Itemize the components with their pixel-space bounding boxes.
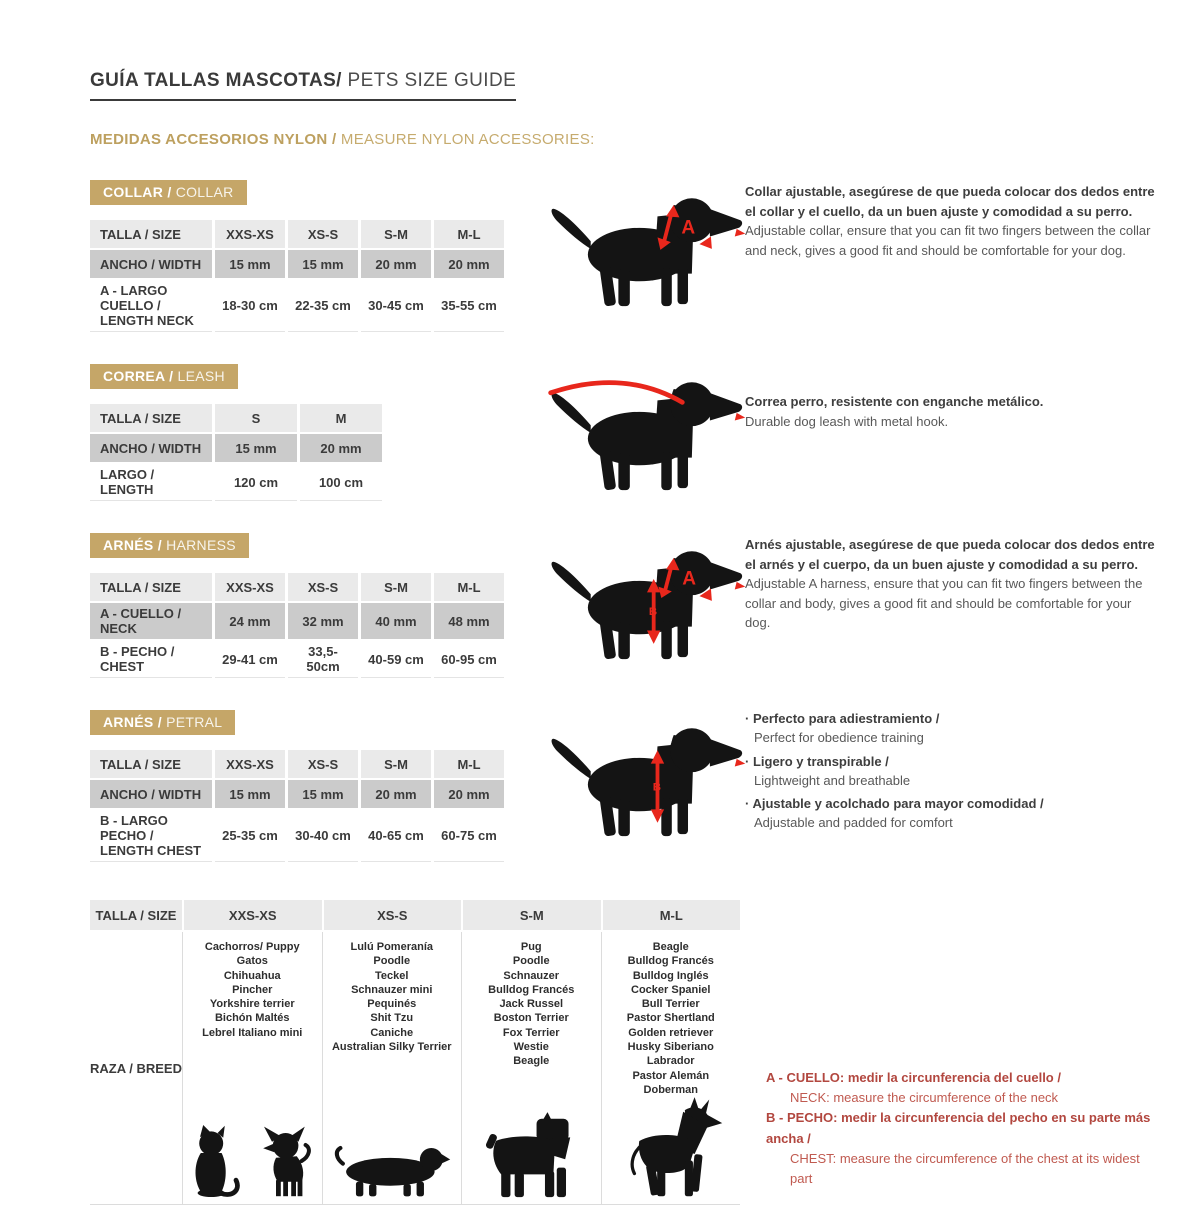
breed-name: Poodle — [373, 955, 411, 968]
breed-list — [488, 940, 574, 1069]
svg-text:A: A — [681, 217, 696, 239]
size-value-cell: 48 mm — [434, 603, 504, 639]
feature-item — [745, 753, 1160, 791]
breed-name: Lebrel Italiano mini — [202, 1026, 303, 1039]
size-value-cell: 40-59 cm — [361, 641, 431, 678]
leash-description-es: Correa perro, resistente con enganche metálico. — [745, 394, 1044, 409]
breed-table-header — [90, 900, 740, 930]
svg-text:B: B — [652, 781, 661, 794]
size-value-cell: XS-S — [288, 573, 358, 601]
feature-es: · Ligero y transpirable / — [745, 753, 1160, 772]
collar-description — [745, 180, 1160, 260]
breed-name: Bulldog Inglés — [632, 969, 709, 982]
leash-dog-illustration — [510, 364, 745, 497]
badge-es: CORREA / — [103, 368, 174, 384]
harness-section-badge — [90, 533, 249, 558]
size-value-cell: 15 mm — [215, 780, 285, 808]
section-petral — [90, 710, 1160, 862]
size-value-cell: XS-S — [288, 750, 358, 778]
breed-row-label: RAZA / BREED — [90, 1060, 182, 1076]
size-label-cell: ANCHO / WIDTH — [90, 434, 212, 462]
feature-es: · Ajustable y acolchado para mayor comodidad / — [745, 795, 1160, 814]
feature-en: Adjustable and padded for comfort — [754, 815, 953, 831]
size-value-cell: 22-35 cm — [288, 280, 358, 332]
breed-list — [332, 940, 452, 1054]
badge-en: LEASH — [173, 368, 225, 384]
size-table-row — [90, 573, 504, 601]
breed-name: Beagle — [513, 1055, 550, 1068]
note-b-pecho: B - PECHO: medir la circunferencia del pecho en su parte más ancha / — [766, 1110, 1151, 1146]
breed-name: Shit Tzu — [370, 1012, 414, 1025]
size-value-cell: M-L — [434, 220, 504, 248]
size-value-cell: 20 mm — [361, 780, 431, 808]
harness-description-en: Adjustable A harness, ensure that you can fit two fingers between the collar and body, gives a good fit and should be comfortable for your dog. — [745, 576, 1143, 630]
page-title-es: GUÍA TALLAS MASCOTAS/ — [90, 70, 342, 91]
collar-description-en: Adjustable collar, ensure that you can fit two fingers between the collar and neck, gives a good fit and should be comfortable for your dog. — [745, 223, 1151, 258]
note-a-cuello: A - CUELLO: medir la circunferencia del cuello / — [766, 1070, 1061, 1086]
page-subtitle-es: MEDIDAS ACCESORIOS NYLON / — [90, 131, 337, 148]
size-label-cell: TALLA / SIZE — [90, 404, 212, 432]
silhouettes-xxs-xs — [188, 1124, 316, 1200]
breed-name: Bichón Maltés — [214, 1012, 290, 1025]
doberman-silhouette-icon — [610, 1097, 732, 1198]
size-value-cell: 33,5-50cm — [288, 641, 358, 678]
size-table-row — [90, 434, 382, 462]
feature-item — [745, 710, 1160, 748]
silhouettes-xs-s — [333, 1139, 451, 1200]
collar-dog-illustration — [510, 180, 745, 313]
size-value-cell: 60-95 cm — [434, 641, 504, 678]
breed-name: Husky Siberiano — [627, 1041, 714, 1054]
breed-column-xs-s — [322, 932, 462, 1204]
size-value-cell: 35-55 cm — [434, 280, 504, 332]
collar-description-es: Collar ajustable, asegúrese de que pueda colocar dos dedos entre el collar y el cuello, da un buen ajuste y comodidad a su perro. — [745, 184, 1155, 219]
breed-name: Australian Silky Terrier — [331, 1041, 452, 1054]
breed-name: Labrador — [646, 1055, 695, 1068]
breed-name: Schnauzer — [503, 969, 560, 982]
breed-name: Doberman — [643, 1083, 698, 1096]
size-label-cell: ANCHO / WIDTH — [90, 780, 212, 808]
size-value-cell: 60-75 cm — [434, 810, 504, 862]
size-value-cell: S-M — [361, 750, 431, 778]
size-value-cell: XS-S — [288, 220, 358, 248]
petral-size-table — [90, 750, 504, 862]
svg-text:A: A — [682, 568, 697, 590]
badge-es: ARNÉS / — [103, 537, 162, 553]
petral-features — [745, 710, 1160, 838]
note-a-neck: NECK: measure the circumference of the neck — [790, 1090, 1059, 1106]
breed-column-s-m — [461, 932, 601, 1204]
size-table-row — [90, 810, 504, 862]
size-table-row — [90, 404, 382, 432]
size-table-row — [90, 220, 504, 248]
size-value-cell: S — [215, 404, 297, 432]
badge-es: COLLAR / — [103, 184, 172, 200]
size-label-cell: B - PECHO / CHEST — [90, 641, 212, 678]
breed-name: Pug — [520, 941, 542, 953]
dog-leash-icon — [546, 368, 748, 492]
size-label-cell: TALLA / SIZE — [90, 750, 212, 778]
breed-name: Pequinés — [367, 998, 417, 1011]
breed-name: Poodle — [512, 955, 550, 968]
breed-name: Teckel — [375, 969, 409, 982]
petral-dog-illustration — [510, 710, 745, 843]
size-table-row — [90, 250, 504, 278]
size-value-cell: 40 mm — [361, 603, 431, 639]
size-value-cell: 40-65 cm — [361, 810, 431, 862]
breed-name: Cachorros/ Puppy — [204, 941, 300, 953]
page-title-en: PETS SIZE GUIDE — [341, 70, 517, 91]
size-value-cell: 24 mm — [215, 603, 285, 639]
harness-size-table — [90, 573, 504, 678]
size-table-row — [90, 641, 504, 678]
collar-size-table — [90, 220, 504, 332]
breed-name: Gatos — [236, 955, 268, 968]
breed-name: Boston Terrier — [493, 1012, 569, 1025]
size-value-cell: S-M — [361, 573, 431, 601]
page-title — [90, 70, 516, 101]
breed-name: Pincher — [232, 983, 273, 996]
breed-name: Bulldog Francés — [627, 955, 714, 968]
size-label-cell: LARGO / LENGTH — [90, 464, 212, 501]
size-value-cell: M-L — [434, 750, 504, 778]
leash-size-table — [90, 404, 382, 501]
leash-section-badge — [90, 364, 238, 389]
section-harness — [90, 533, 1160, 678]
breed-name: Yorkshire terrier — [209, 998, 295, 1011]
size-value-cell: 30-40 cm — [288, 810, 358, 862]
size-table-row — [90, 780, 504, 808]
page-subtitle — [90, 131, 1160, 148]
size-label-cell: A - LARGO CUELLO / LENGTH NECK — [90, 280, 212, 332]
chihuahua-silhouette-icon — [252, 1124, 316, 1198]
size-value-cell: 30-45 cm — [361, 280, 431, 332]
breed-name: Bull Terrier — [641, 998, 700, 1011]
breed-list — [202, 940, 302, 1040]
breed-table-body — [90, 932, 740, 1205]
silhouettes-m-l — [610, 1097, 732, 1200]
size-table-row — [90, 464, 382, 501]
measurement-notes — [766, 1068, 1160, 1189]
badge-en: HARNESS — [161, 537, 236, 553]
dog-petral-icon — [546, 714, 748, 838]
size-value-cell: 100 cm — [300, 464, 382, 501]
breed-header-s-m: S-M — [463, 900, 601, 930]
schnauzer-silhouette-icon — [481, 1112, 582, 1198]
breed-name: Beagle — [652, 941, 689, 953]
size-label-cell: ANCHO / WIDTH — [90, 250, 212, 278]
breed-table — [90, 900, 740, 1205]
size-label-cell: B - LARGO PECHO / LENGTH CHEST — [90, 810, 212, 862]
section-collar — [90, 180, 1160, 332]
svg-text:B: B — [648, 606, 658, 619]
dog-collar-icon — [546, 184, 748, 308]
breed-name: Pastor Shertland — [626, 1012, 715, 1025]
breed-name: Schnauzer mini — [351, 983, 433, 996]
size-value-cell: 32 mm — [288, 603, 358, 639]
size-value-cell: 20 mm — [300, 434, 382, 462]
collar-section-badge — [90, 180, 247, 205]
breed-name: Bulldog Francés — [488, 983, 575, 996]
breed-column-m-l — [601, 932, 741, 1204]
breed-header-xxs-xs: XXS-XS — [184, 900, 322, 930]
breed-name: Pastor Alemán — [632, 1069, 710, 1082]
badge-en: COLLAR — [171, 184, 234, 200]
size-value-cell: M-L — [434, 573, 504, 601]
feature-en: Lightweight and breathable — [754, 772, 911, 788]
cat-silhouette-icon — [188, 1124, 244, 1198]
badge-es: ARNÉS / — [103, 714, 162, 730]
dachshund-silhouette-icon — [333, 1139, 451, 1198]
size-label-cell: A - CUELLO / NECK — [90, 603, 212, 639]
leash-description-en: Durable dog leash with metal hook. — [745, 413, 949, 429]
silhouettes-s-m — [481, 1112, 582, 1200]
harness-dog-illustration — [510, 533, 745, 666]
petral-section-badge — [90, 710, 235, 735]
size-value-cell: XXS-XS — [215, 750, 285, 778]
size-value-cell: XXS-XS — [215, 220, 285, 248]
breed-name: Jack Russel — [499, 998, 564, 1011]
breed-section — [90, 900, 1160, 1205]
harness-description-es: Arnés ajustable, asegúrese de que pueda colocar dos dedos entre el arnés y el cuerpo, da un buen ajuste y comodidad a su perro. — [745, 537, 1155, 572]
breed-name: Golden retriever — [628, 1026, 714, 1039]
breed-header-xs-s: XS-S — [324, 900, 462, 930]
breed-name: Chihuahua — [223, 969, 281, 982]
feature-item — [745, 795, 1160, 833]
size-value-cell: M — [300, 404, 382, 432]
breed-header-size: TALLA / SIZE — [90, 900, 182, 930]
harness-description — [745, 533, 1160, 633]
leash-description — [745, 364, 1160, 431]
size-value-cell: 20 mm — [434, 780, 504, 808]
breed-column-xxs-xs — [182, 932, 322, 1204]
size-value-cell: 120 cm — [215, 464, 297, 501]
breed-header-m-l: M-L — [603, 900, 741, 930]
feature-en: Perfect for obedience training — [754, 729, 924, 745]
breed-name: Fox Terrier — [502, 1026, 560, 1039]
note-b-chest: CHEST: measure the circumference of the chest at its widest part — [790, 1150, 1140, 1186]
breed-name: Lulú Pomeranía — [350, 941, 434, 953]
breed-name: Westie — [513, 1041, 549, 1054]
size-table-row — [90, 280, 504, 332]
size-value-cell: 20 mm — [434, 250, 504, 278]
size-value-cell: 20 mm — [361, 250, 431, 278]
page-subtitle-en: MEASURE NYLON ACCESSORIES: — [336, 131, 595, 148]
breed-name: Caniche — [370, 1026, 414, 1039]
section-leash — [90, 364, 1160, 501]
size-value-cell: 25-35 cm — [215, 810, 285, 862]
size-value-cell: 15 mm — [288, 780, 358, 808]
size-value-cell: S-M — [361, 220, 431, 248]
size-value-cell: XXS-XS — [215, 573, 285, 601]
size-value-cell: 18-30 cm — [215, 280, 285, 332]
size-label-cell: TALLA / SIZE — [90, 573, 212, 601]
feature-es: · Perfecto para adiestramiento / — [745, 710, 1160, 729]
size-label-cell: TALLA / SIZE — [90, 220, 212, 248]
badge-en: PETRAL — [161, 714, 223, 730]
breed-list — [627, 940, 715, 1097]
size-value-cell: 15 mm — [215, 434, 297, 462]
size-value-cell: 15 mm — [288, 250, 358, 278]
size-value-cell: 29-41 cm — [215, 641, 285, 678]
breed-name: Cocker Spaniel — [631, 983, 711, 996]
size-value-cell: 15 mm — [215, 250, 285, 278]
size-table-row — [90, 603, 504, 639]
size-table-row — [90, 750, 504, 778]
dog-harness-icon — [546, 537, 748, 661]
leash-line — [551, 383, 683, 403]
